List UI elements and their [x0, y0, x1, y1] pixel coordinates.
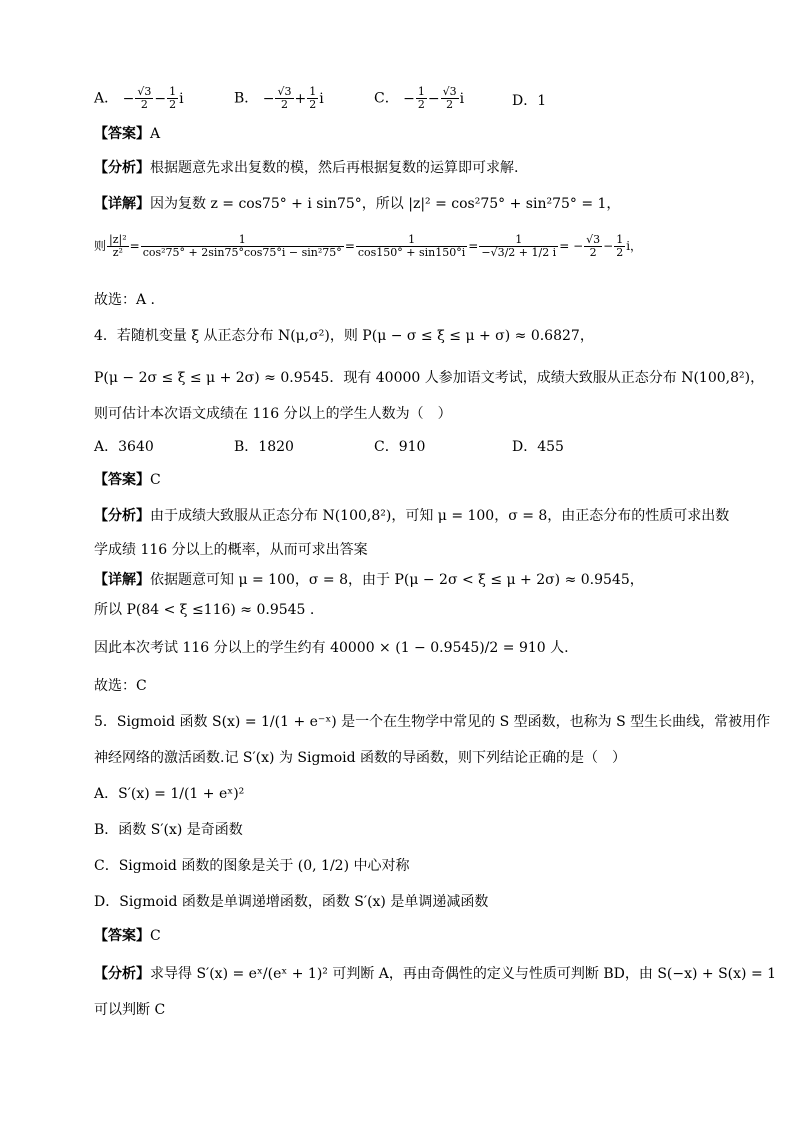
analysis-text: 根据题意先求出复数的模，然后再根据复数的运算即可求解. — [150, 160, 519, 176]
option-value: 1820 — [258, 439, 294, 455]
answer-tag: 【答案】 — [94, 928, 150, 944]
q3-answer — [94, 124, 160, 144]
analysis-tag: 【分析】 — [94, 160, 150, 176]
q5-answer — [94, 926, 161, 946]
option-letter: B． — [94, 822, 119, 838]
q4-option-c — [374, 436, 425, 456]
option-letter: C． — [94, 858, 119, 874]
q4-answer — [94, 470, 161, 490]
option-text: S′(x) = 1/(1 + eˣ)² — [118, 786, 245, 802]
q4-analysis-1 — [94, 506, 729, 526]
q4-detail-2: 所以 P(84 < ξ ≤116) ≈ 0.9545 . — [94, 602, 315, 618]
q4-analysis-2: 学成绩 116 分以上的概率，从而可求出答案 — [94, 542, 368, 558]
q3-conclusion: 故选：A . — [94, 292, 156, 308]
q5-option-a — [94, 784, 244, 804]
q5-stem-1: 5．Sigmoid 函数 S(x) = 1/(1 + e⁻ˣ) 是一个在生物学中常见的 S 型函数，也称为 S 型生长曲线，常被用作 — [94, 714, 771, 730]
analysis-text: 由于成绩大致服从正态分布 N(100,8²)，可知 μ = 100，σ = 8，由正态分布的性质可求出数 — [150, 508, 730, 524]
q5-option-b — [94, 820, 243, 840]
option-letter: A． — [94, 90, 119, 107]
option-expr: − $\frac{1}{2}$ − $\frac{√3}{2}$ i — [403, 85, 465, 111]
option-value: 910 — [398, 439, 426, 455]
answer-tag: 【答案】 — [94, 126, 150, 142]
analysis-text: 求导得 S′(x) = eˣ/(eˣ + 1)² 可判断 A，再由奇偶性的定义与性质可判断 BD，由 S(−x) + S(x) = 1 — [150, 966, 777, 982]
detail-text: 依据题意可知 μ = 100，σ = 8，由于 P(μ − 2σ < ξ ≤ μ + 2σ) ≈ 0.9545， — [150, 572, 644, 588]
q3-detail-line2 — [94, 234, 642, 259]
option-value: 455 — [537, 439, 564, 455]
option-value: 1 — [537, 93, 547, 109]
q4-stem-2: P(μ − 2σ ≤ ξ ≤ μ + 2σ) ≈ 0.9545．现有 40000 人参加语文考试，成绩大致服从正态分布 N(100,8²)， — [94, 370, 765, 386]
answer-value: C — [150, 928, 161, 944]
answer-value: A — [150, 126, 161, 142]
option-letter: C． — [374, 439, 399, 455]
q3-option-a — [94, 86, 184, 111]
detail-text: 因为复数 z = cos75° + i sin75°，所以 |z|² = cos²75° + sin²75° = 1， — [150, 196, 621, 212]
q4-option-b — [234, 436, 294, 456]
option-expr: − $\frac{√3}{2}$ − $\frac{1}{2}$ i — [122, 85, 184, 111]
q4-option-a — [94, 436, 154, 456]
q3-option-d — [512, 90, 546, 110]
answer-tag: 【答案】 — [94, 472, 150, 488]
option-letter: D． — [512, 93, 538, 109]
q3-option-c — [374, 86, 464, 111]
q4-conclusion: 故选：C — [94, 678, 147, 694]
option-letter: A． — [94, 786, 119, 802]
option-text: Sigmoid 函数是单调递增函数，函数 S′(x) 是单调递减函数 — [119, 894, 489, 910]
option-letter: B． — [234, 90, 259, 107]
analysis-tag: 【分析】 — [94, 508, 150, 524]
option-letter: D． — [94, 894, 120, 910]
q5-analysis-1 — [94, 964, 776, 984]
q3-detail-line1 — [94, 194, 620, 214]
q5-analysis-2: 可以判断 C — [94, 1002, 166, 1018]
q3-option-b — [234, 86, 324, 111]
q4-option-d — [512, 436, 564, 456]
detail-tag: 【详解】 — [94, 196, 150, 212]
option-letter: B． — [234, 439, 259, 455]
q4-stem-1: 4．若随机变量 ξ 从正态分布 N(μ,σ²)，则 P(μ − σ ≤ ξ ≤ μ + σ) ≈ 0.6827， — [94, 328, 594, 344]
q4-detail-1 — [94, 570, 644, 590]
option-value: 3640 — [118, 439, 154, 455]
option-letter: A． — [94, 439, 119, 455]
formula-chain: 则 $\frac{\text{|z|²}}{\text{z²}}$ = $\frac{1}{\text{cos²75° + 2sin75°cos75°i − sin²75°}}$ = $\frac{1}{\cos 150^\circ + \sin 150^\circ i}$ = $\frac{1}{-√3/2 + 1/2 i}$ = − $\frac{√3}{2}$ − $\frac{1}{2}$ i， — [94, 233, 643, 259]
option-expr: − $\frac{√3}{2}$ + $\frac{1}{2}$ i — [262, 85, 324, 111]
option-letter: D． — [512, 439, 538, 455]
q5-stem-2: 神经网络的激活函数.记 S′(x) 为 Sigmoid 函数的导函数，则下列结论正确的是（ ） — [94, 750, 627, 766]
analysis-tag: 【分析】 — [94, 966, 150, 982]
q5-option-c — [94, 856, 410, 876]
option-text: 函数 S′(x) 是奇函数 — [118, 822, 243, 838]
q4-stem-3: 则可估计本次语文成绩在 116 分以上的学生人数为（ ） — [94, 406, 452, 422]
answer-value: C — [150, 472, 161, 488]
option-letter: C． — [374, 90, 399, 107]
detail-tag: 【详解】 — [94, 572, 150, 588]
q4-detail-3: 因此本次考试 116 分以上的学生约有 40000 × (1 − 0.9545)/2 = 910 人. — [94, 640, 569, 656]
q3-analysis — [94, 158, 518, 178]
option-text: Sigmoid 函数的图象是关于 (0, 1/2) 中心对称 — [118, 858, 410, 874]
q5-option-d — [94, 892, 488, 912]
